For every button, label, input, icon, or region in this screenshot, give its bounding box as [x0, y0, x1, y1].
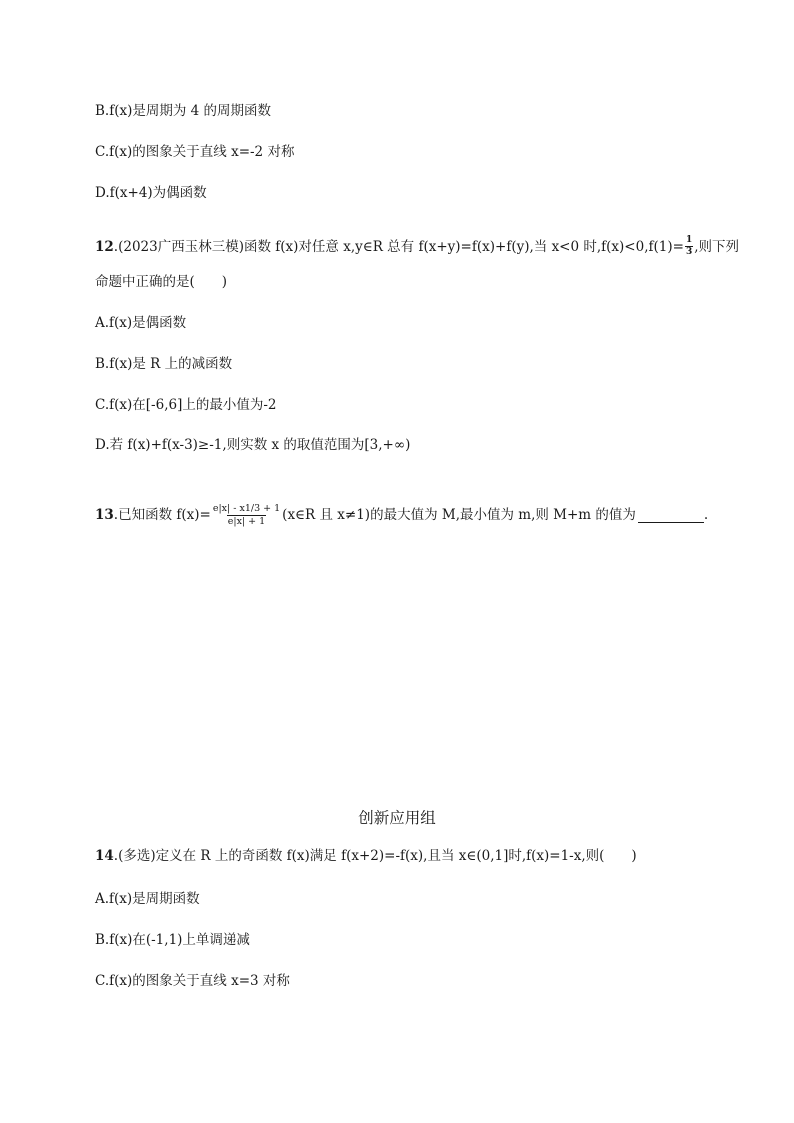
q14-stem-text: .(多选)定义在 R 上的奇函数 f(x)满足 f(x+2)=-f(x),且当 x∈(0,1]时,f(x)=1-x,则( )	[113, 848, 637, 864]
q11-option-d: D.f(x+4)为偶函数	[95, 185, 207, 201]
q14-number: 14	[95, 848, 114, 864]
q13-suffix: (x∈R 且 x≠1)的最大值为 M,最小值为 m,则 M+m 的值为	[282, 507, 636, 523]
q13-end: .	[703, 507, 709, 523]
q12-option-a: A.f(x)是偶函数	[95, 315, 187, 331]
q13-answer-blank[interactable]	[638, 508, 704, 523]
q12-fraction	[685, 236, 693, 257]
section-title: 创新应用组	[358, 809, 436, 827]
q11-option-b: B.f(x)是周期为 4 的周期函数	[95, 103, 272, 119]
q12-number: 12	[95, 238, 114, 255]
q12-stem-text: .(2023广西玉林三模)函数 f(x)对任意 x,y∈R 总有 f(x+y)=f(x)+f(y),当 x<0 时,f(x)<0,f(1)=	[113, 238, 684, 255]
q12-option-c: C.f(x)在[-6,6]上的最小值为-2	[95, 397, 277, 413]
q13-fraction-denominator: e|x| + 1	[227, 515, 266, 527]
q12-stem-line2: 命题中正确的是( )	[95, 274, 228, 290]
q12-fraction-denominator: 3	[685, 247, 693, 257]
q14-option-b: B.f(x)在(-1,1)上单调递减	[95, 932, 250, 948]
q14-stem	[95, 847, 637, 865]
q12-option-b: B.f(x)是 R 上的减函数	[95, 356, 233, 372]
q13-fraction-numerator: e|x| - x1/3 + 1	[212, 503, 281, 514]
q12-fraction-numerator: 1	[685, 235, 693, 245]
q13-stem	[95, 504, 708, 526]
q14-option-a: A.f(x)是周期函数	[95, 891, 200, 907]
q12-option-d: D.若 f(x)+f(x-3)≥-1,则实数 x 的取值范围为[3,+∞)	[95, 437, 411, 453]
q14-option-c: C.f(x)的图象关于直线 x=3 对称	[95, 973, 290, 989]
q11-option-c: C.f(x)的图象关于直线 x=-2 对称	[95, 144, 295, 160]
q13-fraction	[212, 504, 281, 526]
q12-stem	[95, 236, 739, 257]
q12-stem-tail: ,则下列	[694, 238, 739, 255]
q13-number: 13	[95, 507, 114, 523]
q13-prefix: .已知函数 f(x)=	[113, 507, 211, 523]
